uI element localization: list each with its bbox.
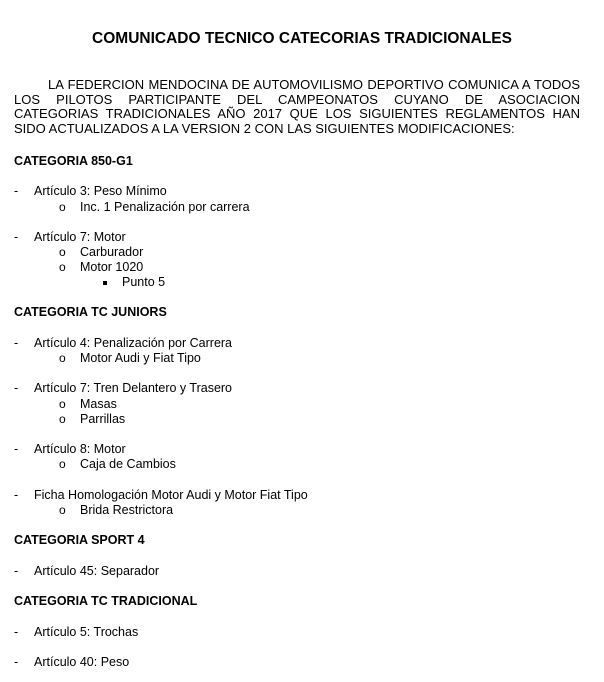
circle-bullet: o — [59, 412, 66, 426]
list-item: Artículo 4: Penalización por Carrera — [34, 336, 233, 350]
sub-list-item: Masas — [80, 397, 117, 411]
sub-list-item: Carburador — [80, 245, 144, 259]
sub-list-item: Parrillas — [80, 412, 126, 426]
dash-bullet: - — [14, 336, 19, 350]
list-item: Artículo 5: Trochas — [34, 625, 139, 639]
section-heading-tc-juniors: CATEGORIA TC JUNIORS — [14, 305, 167, 319]
dash-bullet: - — [14, 625, 19, 639]
list-item: Artículo 7: Tren Delantero y Trasero — [34, 381, 233, 395]
sub-list-item: Inc. 1 Penalización por carrera — [80, 200, 250, 214]
circle-bullet: o — [59, 260, 66, 274]
intro-paragraph: LA FEDERCION MENDOCINA DE AUTOMOVILISMO DEPORTIVO COMUNICA A TODOS LOS PILOTOS PARTICIPANTE DEL CAMPEONATOS CUYANO DE ASOCIACION CATEGORIAS TRADICIONALES AÑO 2017 QUE LOS SIGUIENTES REGLAMENTOS HAN SIDO ACTUALIZADOS A LA VERSION 2 CON LAS SIGUIENTES MODIFICACIONES: — [14, 77, 580, 136]
list-item: Artículo 3: Peso Mínimo — [34, 184, 167, 198]
list-item: Ficha Homologación Motor Audi y Motor Fiat Tipo — [34, 488, 308, 502]
list-item: Artículo 8: Motor — [34, 442, 126, 456]
dash-bullet: - — [14, 442, 19, 456]
circle-bullet: o — [59, 457, 66, 471]
sub-list-item: Motor 1020 — [80, 260, 144, 274]
section-heading-tc-tradicional: CATEGORIA TC TRADICIONAL — [14, 594, 198, 608]
dash-bullet: - — [14, 184, 19, 198]
sub-list-item: Brida Restrictora — [80, 503, 174, 517]
dash-bullet: - — [14, 488, 19, 502]
document-title: COMUNICADO TECNICO CATECORIAS TRADICIONALES — [92, 30, 512, 47]
list-item: Artículo 40: Peso — [34, 655, 130, 669]
list-item: Artículo 7: Motor — [34, 230, 126, 244]
circle-bullet: o — [59, 245, 66, 259]
sub-sub-list-item: Punto 5 — [122, 275, 166, 289]
dash-bullet: - — [14, 655, 19, 669]
sub-list-item: Caja de Cambios — [80, 457, 176, 471]
circle-bullet: o — [59, 200, 66, 214]
circle-bullet: o — [59, 351, 66, 365]
circle-bullet: o — [59, 503, 66, 517]
dash-bullet: - — [14, 564, 19, 578]
section-heading-850-g1: CATEGORIA 850-G1 — [14, 154, 133, 168]
circle-bullet: o — [59, 397, 66, 411]
sub-list-item: Motor Audi y Fiat Tipo — [80, 351, 201, 365]
square-bullet-icon — [103, 281, 107, 285]
dash-bullet: - — [14, 381, 19, 395]
list-item: Artículo 45: Separador — [34, 564, 160, 578]
dash-bullet: - — [14, 230, 19, 244]
section-heading-sport-4: CATEGORIA SPORT 4 — [14, 533, 145, 547]
